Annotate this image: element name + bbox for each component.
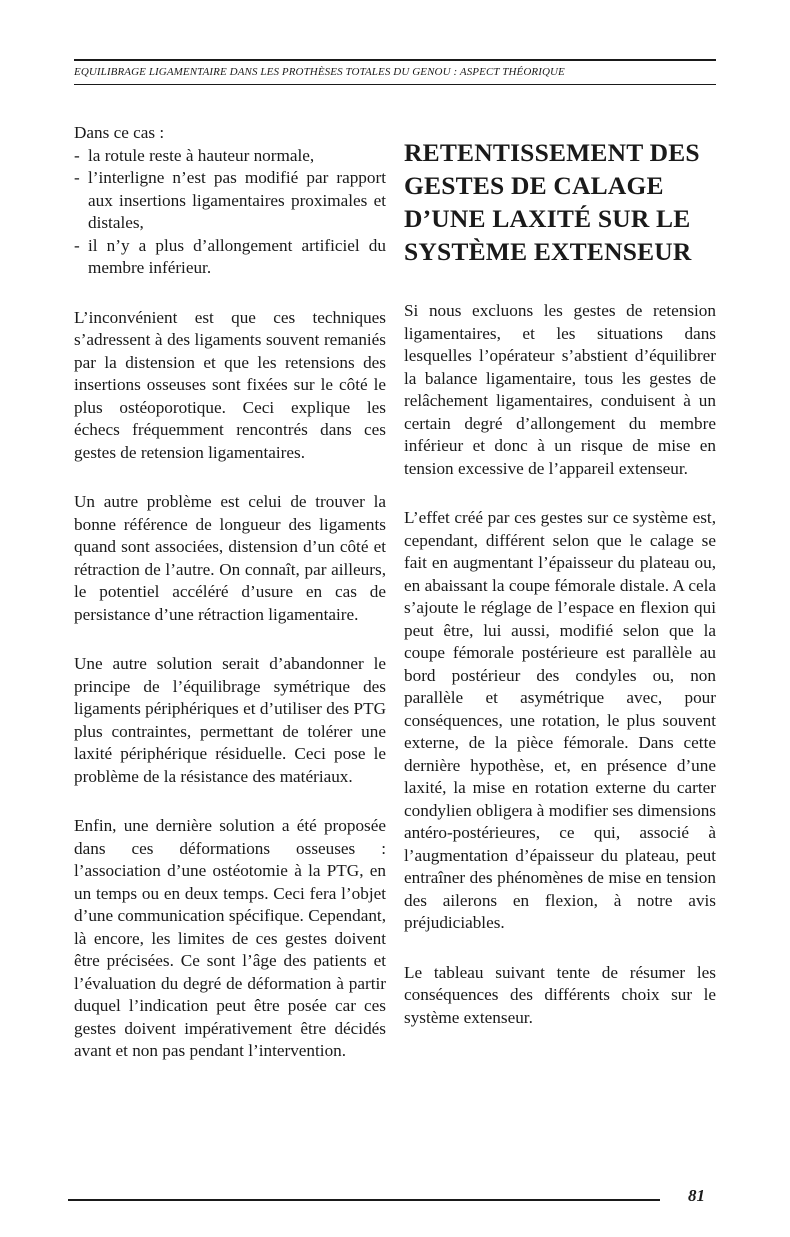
conditions-list [74,145,386,280]
intro-text: Dans ce cas : [74,123,165,142]
running-header: EQUILIBRAGE LIGAMENTAIRE DANS LES PROTHÈSES TOTALES DU GENOU : ASPECT THÉORIQUE [74,66,565,78]
paragraph: Le tableau suivant tente de résumer les conséquences des différents choix sur le système extenseur. [404,962,716,1027]
paragraph: L’effet créé par ces gestes sur ce système est, cependant, différent selon que le calage se fait en augmentant l’épaisseur du plateau ou, en abaissant la coupe fémorale distale. A cela s’ajoute le réglage de l’espace en flexion qui peut être, lui aussi, modifié selon que la coupe fémorale postérieure est parallèle au bord postérieur des condyles ou, non parallèle et asymétrique avec, pour conséquences, une rotation, le plus souvent externe, de la pièce fémorale. Dans cette dernière hypothèse, et, en présence d’une laxité, la mise en rotation externe du carter condylien obligera à modifier ses dimensions antéro-postérieures, ce qui, associé à l’augmentation d’épaisseur du plateau, peut entraîner des phénomènes de mise en tension des ailerons en flexion, à notre avis préjudiciables. [404,508,716,932]
paragraph: Si nous excluons les gestes de retension ligamentaires, et les situations dans lesquelles l’opérateur s’abstient d’équilibrer la balance ligamentaire, tous les gestes de relâchement ligamentaires, conduisent à un certain degré d’allongement du membre inférieur et donc à un risque de mise en tension excessive de l’appareil extenseur. [404,301,716,478]
left-column [74,122,386,1090]
paragraph: Enfin, une dernière solution a été proposée dans ces déformations osseuses : l’association d’une ostéotomie à la PTG, en un temps ou en deux temps. Ceci fera l’objet d’une communication spécifique. Cependant, là encore, les limites de ces gestes doivent être précisées. Ce sont l’âge des patients et l’évaluation du degré de déformation à partir duquel l’indication peut être posée car ces gestes doivent impérativement être décidés avant et non pas pendant l’intervention. [74,816,386,1060]
header-rule-top [74,59,716,61]
paragraph: L’inconvénient est que ces techniques s’adressent à des ligaments souvent remaniés par la distension et que les retensions des insertions osseuses sont fixées sur le côté le plus ostéoporotique. Ceci explique les échecs fréquemment rencontrés dans ces gestes de retension ligamentaires. [74,307,386,462]
list-item-text: il n’y a plus d’allongement artificiel du membre inférieur. [88,235,386,277]
paragraph: Un autre problème est celui de trouver la bonne référence de longueur des ligaments quand sont associées, distension d’un côté et rétraction de l’autre. On connaît, par ailleurs, le potentiel accéléré d’usure en cas de persistance d’une rétraction ligamentaire. [74,492,386,624]
list-item-text: la rotule reste à hauteur normale, [88,145,315,165]
list-dash: - [74,145,80,165]
page-number: 81 [688,1186,705,1205]
list-dash: - [74,235,80,255]
list-item [74,235,386,280]
paragraph: Une autre solution serait d’abandonner le principe de l’équilibrage symétrique des ligaments périphériques et d’utiliser des PTG plus contraintes, permettant de tolérer une laxité périphérique résiduelle. Ceci pose le problème de la résistance des matériaux. [74,654,386,786]
footer-rule [68,1199,660,1201]
list-item-text: l’interligne n’est pas modifié par rapport aux insertions ligamentaires proximales et distales, [88,168,386,232]
list-dash: - [74,168,80,187]
list-item [74,145,386,168]
right-column [404,122,716,1056]
section-title: RETENTISSEMENT DES GESTES DE CALAGE D’UNE LAXITÉ SUR LE SYSTÈME EXTENSEUR [404,138,700,266]
header-rule-bottom [74,84,716,85]
list-item [74,167,386,235]
